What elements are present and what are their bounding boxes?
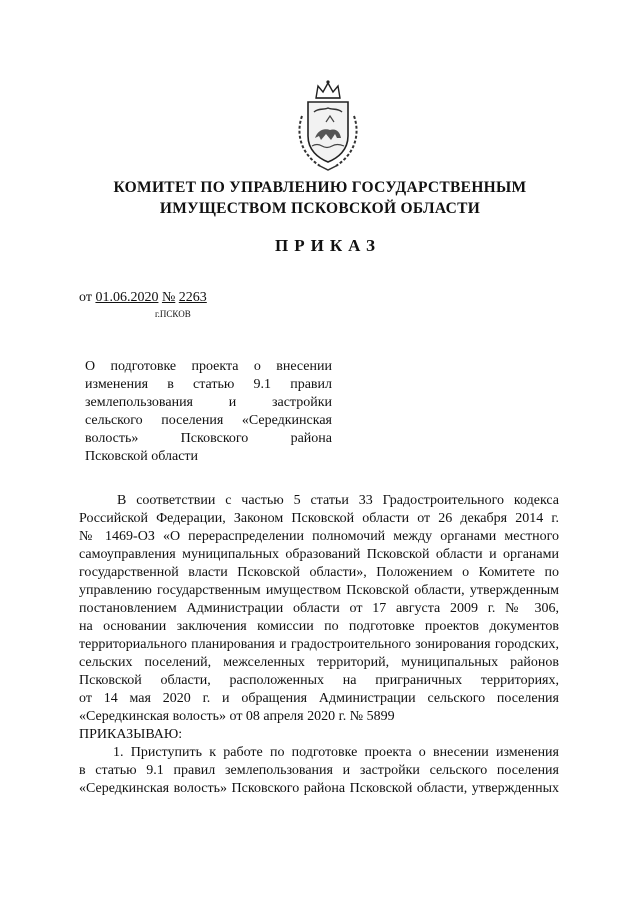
body-line: от 14 мая 2020 г. и обращения Администрации сельского поселения — [79, 691, 559, 706]
city-label: г.ПСКОВ — [155, 309, 191, 319]
organization-name — [80, 177, 560, 219]
document-type: ПРИКАЗ — [275, 236, 381, 255]
subject-line: Псковской области — [85, 449, 199, 464]
subject-line: О подготовке проекта о внесении — [85, 359, 332, 374]
body-line: самоуправления муниципальных образований Псковской области и органами — [79, 547, 559, 562]
body-line: территориального планирования и градостроительного зонирования городских, — [79, 637, 559, 652]
body-line: в статью 9.1 правил землепользования и застройки сельского поселения — [79, 763, 559, 778]
subject-line: изменения в статью 9.1 правил — [85, 377, 332, 392]
order-heading: ПРИКАЗЫВАЮ: — [79, 727, 183, 742]
body-line: № 1469-ОЗ «О перераспределении полномочий между органами местного — [79, 529, 559, 544]
date-number-line — [79, 290, 207, 306]
document-date: 01.06.2020 — [95, 290, 159, 305]
body-line: управлению государственным имуществом Псковской области, утвержденным — [79, 583, 559, 598]
body-line: государственной власти Псковской области», Положением о Комитете по — [79, 565, 559, 580]
body-line: Псковской области, расположенных на приграничных территориях, — [79, 673, 559, 688]
document-number: 2263 — [178, 290, 207, 305]
subject-line: сельского поселения «Середкинская — [85, 413, 332, 428]
org-name-line-2: ИМУЩЕСТВОМ ПСКОВСКОЙ ОБЛАСТИ — [159, 200, 481, 217]
body-line: 1. Приступить к работе по подготовке проекта о внесении изменения — [113, 745, 559, 760]
body-text — [79, 492, 559, 798]
coat-of-arms-icon — [290, 78, 366, 174]
org-name-line-1: КОМИТЕТ ПО УПРАВЛЕНИЮ ГОСУДАРСТВЕННЫМ — [113, 179, 527, 196]
subject-line: волость» Псковского района — [85, 431, 332, 446]
subject-line: землепользования и застройки — [85, 395, 332, 410]
date-prefix: от — [79, 290, 92, 305]
body-line: постановлением Администрации области от 17 августа 2009 г. № 306, — [79, 601, 559, 616]
body-line: Российской Федерации, Законом Псковской области от 26 декабря 2014 г. — [79, 511, 559, 526]
subject-block — [85, 358, 332, 466]
body-line: В соответствии с частью 5 статьи 33 Градостроительного кодекса — [117, 493, 559, 508]
body-line: «Середкинская волость» Псковского района Псковской области, утвержденных — [79, 781, 559, 796]
body-line: сельских поселений, межселенных территорий, муниципальных районов — [79, 655, 559, 670]
body-line: «Середкинская волость» от 08 апреля 2020 г. № 5899 — [79, 709, 395, 724]
body-line: на основании заключения комиссии по подготовке проектов документов — [79, 619, 559, 634]
number-sign: № — [161, 290, 176, 305]
